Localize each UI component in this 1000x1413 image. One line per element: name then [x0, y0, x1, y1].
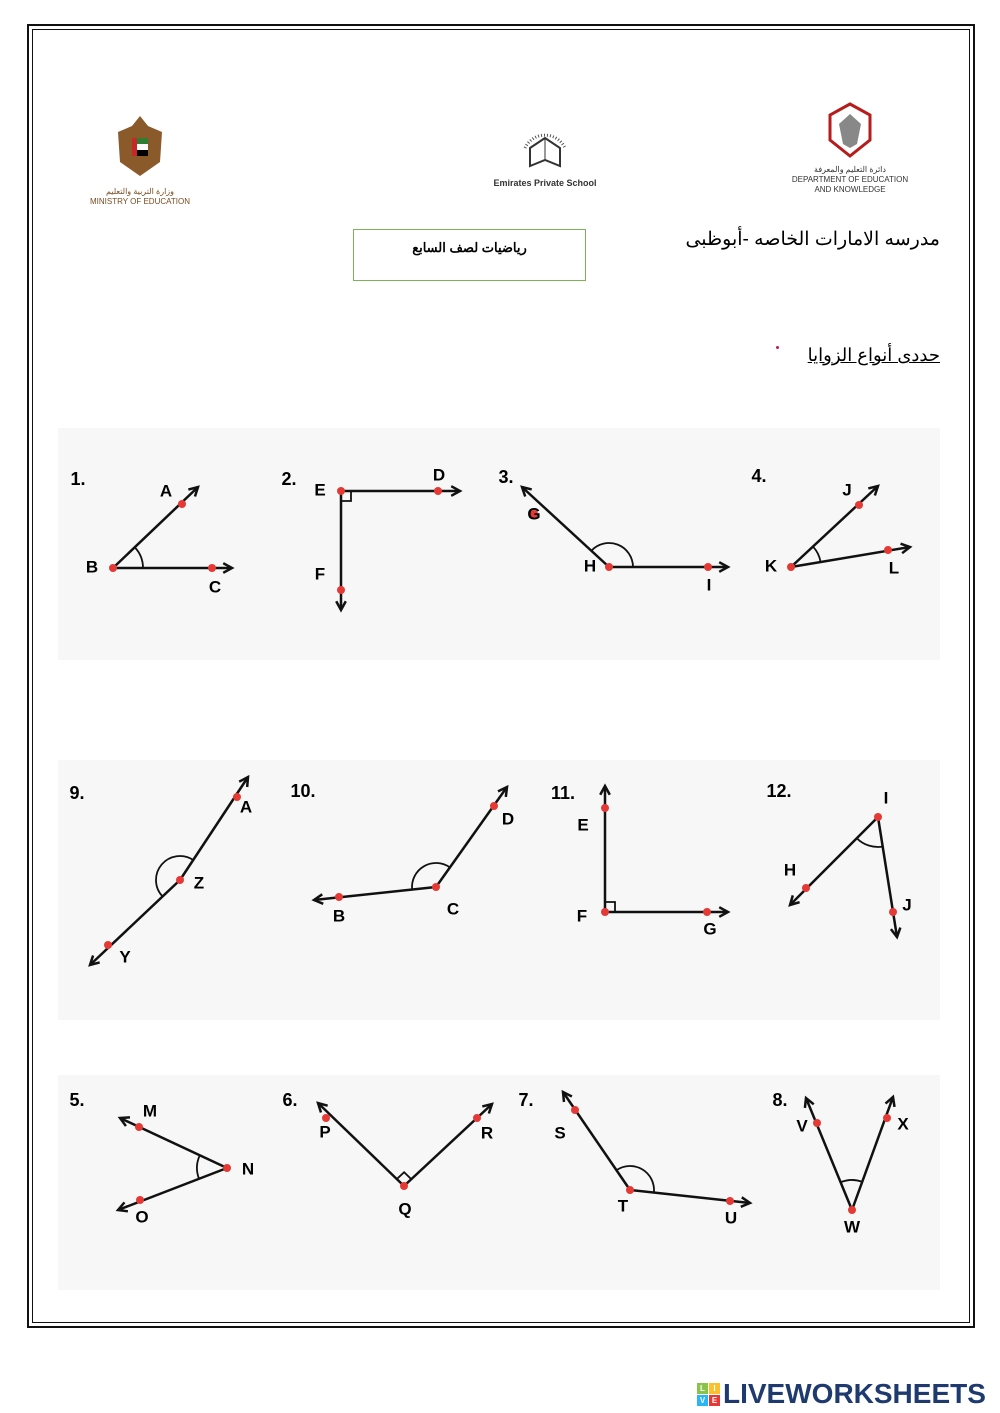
angle-arc [197, 1155, 200, 1178]
point-dot [208, 564, 216, 572]
point-label: Y [119, 947, 131, 967]
point-label: E [577, 815, 589, 835]
angle-arc [135, 547, 143, 568]
point-label: Z [193, 873, 205, 893]
point-label: O [135, 1207, 149, 1227]
point-dot [178, 500, 186, 508]
point-label: W [843, 1217, 861, 1237]
figure-number: 12. [766, 780, 792, 801]
ray [522, 487, 609, 567]
figure-number: 4. [751, 465, 767, 486]
point-dot [337, 586, 345, 594]
figure-number: 1. [70, 468, 86, 489]
point-label: E [314, 480, 326, 500]
point-dot [703, 908, 711, 916]
point-dot [490, 802, 498, 810]
angle-figure-4 [751, 466, 910, 578]
figure-number: 10. [290, 780, 316, 801]
point-dot [571, 1106, 579, 1114]
live-badge-icon: L I V E [697, 1383, 720, 1406]
point-label: T [617, 1196, 629, 1216]
point-dot [883, 1114, 891, 1122]
vertex-dot [337, 487, 345, 495]
ray [318, 1103, 404, 1186]
point-dot [704, 563, 712, 571]
right-angle-mark [397, 1172, 412, 1179]
point-dot [104, 941, 112, 949]
point-label: Q [398, 1199, 412, 1219]
point-dot [335, 893, 343, 901]
point-label: I [883, 788, 889, 808]
point-label: H [783, 860, 797, 880]
ray [314, 887, 436, 900]
vertex-dot [601, 908, 609, 916]
ray [852, 1097, 893, 1210]
point-label: S [554, 1123, 566, 1143]
point-dot [473, 1114, 481, 1122]
point-label: C [208, 577, 222, 597]
point-label: J [902, 895, 912, 915]
point-label: F [576, 906, 588, 926]
figure-number: 5. [69, 1089, 85, 1110]
vertex-dot [176, 876, 184, 884]
point-label: L [888, 558, 900, 578]
ray [790, 817, 878, 905]
vertex-dot [109, 564, 117, 572]
figure-number: 9. [69, 782, 85, 803]
point-label: A [239, 797, 253, 817]
figure-number: 7. [518, 1089, 534, 1110]
vertex-dot [223, 1164, 231, 1172]
ray [436, 787, 507, 887]
figure-number: 8. [772, 1089, 788, 1110]
angle-figure-2 [281, 465, 460, 610]
point-dot [434, 487, 442, 495]
point-label: A [159, 481, 173, 501]
point-dot [855, 501, 863, 509]
ministry-name-en: MINISTRY OF EDUCATION [89, 197, 190, 206]
vertex-dot [874, 813, 882, 821]
adek-name-en-2: AND KNOWLEDGE [814, 185, 886, 194]
adek-name-en-1: DEPARTMENT OF EDUCATION [791, 175, 909, 184]
school-name-en: Emirates Private School [493, 178, 597, 188]
point-label: U [724, 1208, 738, 1228]
school-name: مدرسه الامارات الخاصه -أبوظبى [685, 229, 940, 250]
figure-number: 11. [550, 782, 576, 803]
angle-arc [156, 856, 193, 896]
point-label: B [332, 906, 346, 926]
task-instruction: حددى أنواع الزوايا [807, 345, 940, 365]
point-label: B [85, 557, 99, 577]
vertex-dot [432, 883, 440, 891]
adek-name-ar: دائرة التعليم والمعرفة [814, 165, 886, 174]
point-dot [884, 546, 892, 554]
angle-figure-8 [766, 781, 911, 937]
figure-number: 3. [498, 466, 514, 487]
brand-name: LIVEWORKSHEETS [723, 1378, 986, 1409]
point-dot [135, 1123, 143, 1131]
angle-figure-12 [772, 1090, 909, 1237]
ray [113, 487, 198, 568]
angle-figure-6 [290, 781, 514, 926]
vertex-dot [848, 1206, 856, 1214]
point-label: J [842, 480, 852, 500]
point-dot [136, 1196, 144, 1204]
figure-number: 2. [281, 468, 297, 489]
subject-title: رياضيات لصف السابع [412, 240, 527, 255]
point-dot [322, 1114, 330, 1122]
point-dot [889, 908, 897, 916]
angle-figure-10 [282, 1090, 493, 1219]
ray [180, 777, 248, 880]
point-label: I [706, 575, 712, 595]
point-label: C [446, 899, 460, 919]
angle-figure-3 [498, 467, 728, 595]
point-label: D [432, 465, 446, 485]
angle-arc [857, 838, 883, 847]
point-label: G [527, 504, 541, 524]
angle-arc [813, 547, 821, 562]
point-dot [726, 1197, 734, 1205]
point-label: H [583, 556, 597, 576]
vertex-dot [787, 563, 795, 571]
point-label: N [241, 1159, 255, 1179]
ministry-name-ar: وزارة التربية والتعليم [105, 187, 175, 196]
point-label: M [142, 1101, 158, 1121]
point-label: D [501, 809, 515, 829]
point-label: F [314, 564, 326, 584]
ray [878, 817, 897, 937]
angle-figure-11 [518, 1090, 750, 1228]
vertex-dot [626, 1186, 634, 1194]
point-label: X [897, 1114, 909, 1134]
point-dot [802, 884, 810, 892]
point-dot [813, 1119, 821, 1127]
figure-number: 6. [282, 1089, 298, 1110]
angle-figure-5 [69, 777, 252, 966]
point-label: K [764, 556, 778, 576]
ray [806, 1098, 852, 1210]
angle-arc [841, 1180, 863, 1182]
ray [118, 1168, 227, 1210]
vertex-dot [605, 563, 613, 571]
point-label: V [796, 1116, 808, 1136]
angle-figure-7 [551, 783, 728, 939]
point-label: G [703, 919, 717, 939]
ray [90, 880, 180, 965]
liveworksheets-logo [697, 1378, 986, 1410]
vertex-dot [400, 1182, 408, 1190]
angle-figure-1 [70, 469, 232, 597]
point-label: R [480, 1123, 494, 1143]
point-dot [601, 804, 609, 812]
angle-figure-9 [69, 1090, 254, 1227]
point-label: P [319, 1122, 331, 1142]
